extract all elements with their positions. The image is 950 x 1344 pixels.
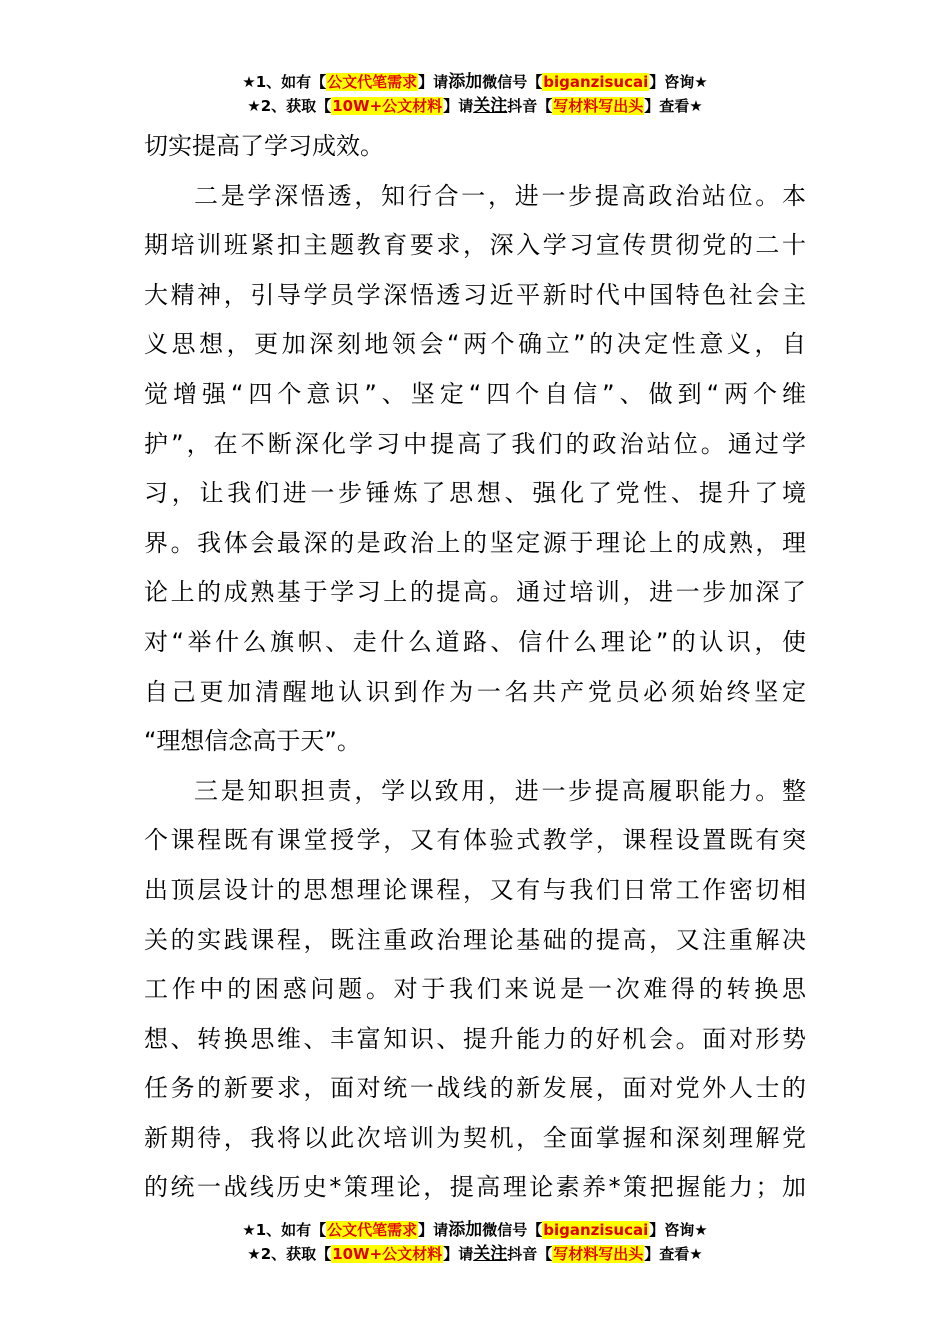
text-line: 工作中的困惑问题。对于我们来说是一次难得的转换思 <box>144 975 806 1004</box>
highlight-douyin-account: 写材料写出头 <box>553 97 644 115</box>
banner-text: 】请 <box>443 1245 474 1263</box>
highlight-wechat-id: biganzisucai <box>543 1221 649 1239</box>
banner-text: ★2、获取【 <box>247 97 332 115</box>
text-line: 期培训班紧扣主题教育要求，深入学习宣传贯彻党的二十 <box>144 231 806 260</box>
text-line: 的统一战线历史*策理论，提高理论素养*策把握能力；加 <box>144 1173 806 1202</box>
text-line: 论上的成熟基于学习上的提高。通过培训，进一步加深了 <box>144 578 806 607</box>
header-banner <box>0 70 950 118</box>
banner-line-2 <box>0 1242 950 1266</box>
banner-text: 抖音【 <box>507 1245 553 1263</box>
text-line: 护”，在不断深化学习中提高了我们的政治站位。通过学 <box>144 429 806 458</box>
text-line: 对“举什么旗帜、走什么道路、信什么理论”的认识，使 <box>144 627 806 656</box>
banner-text: 】查看★ <box>644 97 703 115</box>
banner-emphasis: 添加 <box>448 72 483 92</box>
banner-line-1 <box>0 70 950 94</box>
text-line: 习，让我们进一步锤炼了思想、强化了党性、提升了境 <box>144 479 806 508</box>
text-line: 大精神，引导学员学深悟透习近平新时代中国特色社会主 <box>144 280 806 309</box>
banner-text: 抖音【 <box>507 97 553 115</box>
text-line: 个课程既有课堂授学，又有体验式教学，课程设置既有突 <box>144 826 806 855</box>
banner-text: 】请 <box>418 73 449 91</box>
document-body <box>144 122 806 1213</box>
banner-text: ★2、获取【 <box>247 1245 332 1263</box>
text-line: 想、转换思维、丰富知识、提升能力的好机会。面对形势 <box>144 1024 806 1053</box>
highlight-ghostwriting: 公文代笔需求 <box>327 73 418 91</box>
text-line: 界。我体会最深的是政治上的坚定源于理论上的成熟，理 <box>144 528 806 557</box>
banner-text: 】请 <box>443 97 474 115</box>
highlight-wechat-id: biganzisucai <box>543 73 649 91</box>
text-line: 新期待，我将以此次培训为契机，全面掌握和深刻理解党 <box>144 1123 806 1152</box>
text-line: 任务的新要求，面对统一战线的新发展，面对党外人士的 <box>144 1074 806 1103</box>
text-line: 自己更加清醒地认识到作为一名共产党员必须始终坚定 <box>144 677 806 706</box>
paragraph-start-line: 三是知职担责，学以致用，进一步提高履职能力。整 <box>194 776 806 805</box>
text-line: 关的实践课程，既注重政治理论基础的提高，又注重解决 <box>144 925 806 954</box>
banner-text: ★1、如有【 <box>242 1221 327 1239</box>
text-line: 义思想，更加深刻地领会“两个确立”的决定性意义，自 <box>144 330 806 359</box>
banner-line-1 <box>0 1218 950 1242</box>
banner-text: 】查看★ <box>644 1245 703 1263</box>
text-line: “理想信念高于天”。 <box>144 727 361 756</box>
highlight-materials: 10W+公文材料 <box>332 1245 443 1263</box>
banner-text: 微信号【 <box>482 73 543 91</box>
banner-text: 微信号【 <box>482 1221 543 1239</box>
highlight-douyin-account: 写材料写出头 <box>553 1245 644 1263</box>
banner-text: 】咨询★ <box>649 1221 708 1239</box>
banner-text: 】咨询★ <box>649 73 708 91</box>
highlight-materials: 10W+公文材料 <box>332 97 443 115</box>
banner-emphasis: 关注 <box>473 96 508 116</box>
text-line: 觉增强“四个意识”、坚定“四个自信”、做到“两个维 <box>144 379 806 408</box>
banner-text: 】请 <box>418 1221 449 1239</box>
highlight-ghostwriting: 公文代笔需求 <box>327 1221 418 1239</box>
banner-emphasis: 添加 <box>448 1220 483 1240</box>
footer-banner <box>0 1218 950 1266</box>
text-line: 切实提高了学习成效。 <box>144 132 384 160</box>
banner-line-2 <box>0 94 950 118</box>
banner-emphasis: 关注 <box>473 1244 508 1264</box>
banner-text: ★1、如有【 <box>242 73 327 91</box>
paragraph-start-line: 二是学深悟透，知行合一，进一步提高政治站位。本 <box>194 181 806 210</box>
text-line: 出顶层设计的思想理论课程，又有与我们日常工作密切相 <box>144 875 806 904</box>
